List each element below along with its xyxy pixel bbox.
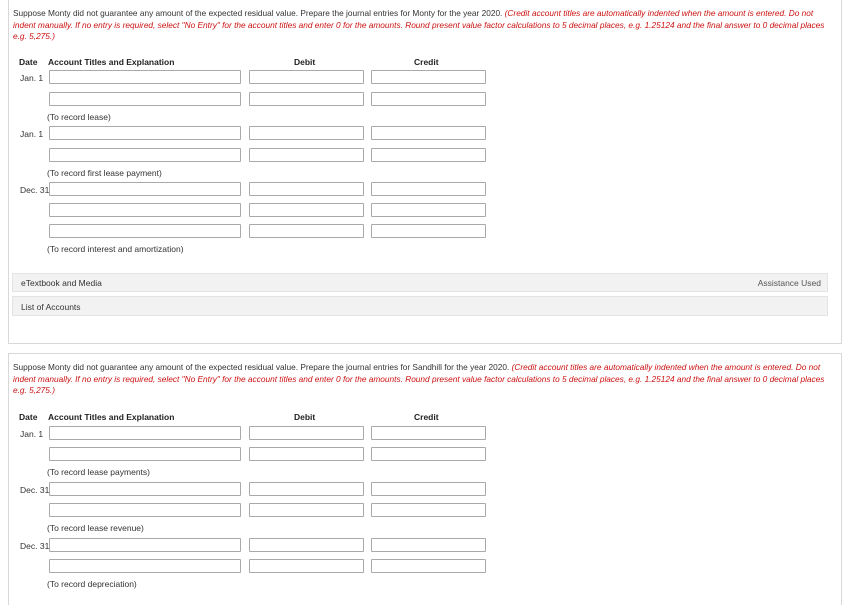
- col-header-debit: Debit: [294, 57, 316, 67]
- credit-input[interactable]: [371, 482, 486, 496]
- account-title-input[interactable]: [49, 203, 241, 217]
- entry-note: (To record first lease payment): [47, 168, 162, 178]
- debit-input[interactable]: [249, 148, 364, 162]
- entry-note: (To record lease revenue): [47, 523, 144, 533]
- assistance-used-label: Assistance Used: [757, 278, 821, 288]
- col-header-date: Date: [19, 412, 38, 422]
- list-of-accounts-bar[interactable]: [12, 296, 828, 316]
- entry-date: Dec. 31: [20, 485, 50, 495]
- credit-input[interactable]: [371, 224, 486, 238]
- account-title-input[interactable]: [49, 92, 241, 106]
- entry-note: (To record depreciation): [47, 579, 137, 589]
- entry-note: (To record interest and amortization): [47, 244, 184, 254]
- credit-input[interactable]: [371, 559, 486, 573]
- etextbook-bar[interactable]: [12, 273, 828, 292]
- account-title-input[interactable]: [49, 148, 241, 162]
- account-title-input[interactable]: [49, 559, 241, 573]
- entry-date: Jan. 1: [20, 429, 44, 439]
- col-header-credit: Credit: [414, 57, 439, 67]
- debit-input[interactable]: [249, 92, 364, 106]
- col-header-credit: Credit: [414, 412, 439, 422]
- debit-input[interactable]: [249, 447, 364, 461]
- instruction-note: (Credit account titles are automatically indented when the amount is entered. Do not indent manually. If no entry is required, select "No Entry" for the account titles and enter 0 for the amounts. Round present value factor calculations to 5 decimal places, e.g. 1.25124 and the final answer to 0 decimal places e.g. 5,275.): [13, 362, 825, 395]
- credit-input[interactable]: [371, 203, 486, 217]
- debit-input[interactable]: [249, 482, 364, 496]
- debit-input[interactable]: [249, 182, 364, 196]
- instructions: [13, 362, 828, 397]
- entry-date: Jan. 1: [20, 73, 44, 83]
- account-title-input[interactable]: [49, 224, 241, 238]
- col-header-debit: Debit: [294, 412, 316, 422]
- instruction-text: Suppose Monty did not guarantee any amount of the expected residual value. Prepare the journal entries for Sandhill for the year 2020.: [13, 362, 510, 372]
- debit-input[interactable]: [249, 559, 364, 573]
- instructions: [13, 8, 828, 43]
- etextbook-link[interactable]: eTextbook and Media: [21, 278, 102, 288]
- credit-input[interactable]: [371, 148, 486, 162]
- entry-note: (To record lease payments): [47, 467, 150, 477]
- account-title-input[interactable]: [49, 447, 241, 461]
- account-title-input[interactable]: [49, 503, 241, 517]
- account-title-input[interactable]: [49, 70, 241, 84]
- account-title-input[interactable]: [49, 126, 241, 140]
- instruction-note: (Credit account titles are automatically indented when the amount is entered. Do not indent manually. If no entry is required, select "No Entry" for the account titles and enter 0 for the amounts. Round present value factor calculations to 5 decimal places, e.g. 1.25124 and the final answer to 0 decimal places e.g. 5,275.): [13, 8, 825, 41]
- credit-input[interactable]: [371, 70, 486, 84]
- debit-input[interactable]: [249, 503, 364, 517]
- col-header-account: Account Titles and Explanation: [48, 412, 175, 422]
- debit-input[interactable]: [249, 70, 364, 84]
- credit-input[interactable]: [371, 503, 486, 517]
- debit-input[interactable]: [249, 538, 364, 552]
- entry-date: Dec. 31: [20, 185, 50, 195]
- credit-input[interactable]: [371, 447, 486, 461]
- col-header-account: Account Titles and Explanation: [48, 57, 175, 67]
- credit-input[interactable]: [371, 426, 486, 440]
- account-title-input[interactable]: [49, 538, 241, 552]
- debit-input[interactable]: [249, 426, 364, 440]
- debit-input[interactable]: [249, 203, 364, 217]
- account-title-input[interactable]: [49, 426, 241, 440]
- account-title-input[interactable]: [49, 482, 241, 496]
- entry-date: Jan. 1: [20, 129, 44, 139]
- journal-panel-sandhill: [8, 353, 842, 605]
- instruction-text: Suppose Monty did not guarantee any amount of the expected residual value. Prepare the journal entries for Monty for the year 2020.: [13, 8, 503, 18]
- credit-input[interactable]: [371, 92, 486, 106]
- account-title-input[interactable]: [49, 182, 241, 196]
- credit-input[interactable]: [371, 538, 486, 552]
- col-header-date: Date: [19, 57, 38, 67]
- debit-input[interactable]: [249, 126, 364, 140]
- list-of-accounts-link[interactable]: List of Accounts: [21, 302, 81, 312]
- entry-date: Dec. 31: [20, 541, 50, 551]
- journal-panel-monty: [8, 0, 842, 344]
- credit-input[interactable]: [371, 126, 486, 140]
- debit-input[interactable]: [249, 224, 364, 238]
- entry-note: (To record lease): [47, 112, 111, 122]
- credit-input[interactable]: [371, 182, 486, 196]
